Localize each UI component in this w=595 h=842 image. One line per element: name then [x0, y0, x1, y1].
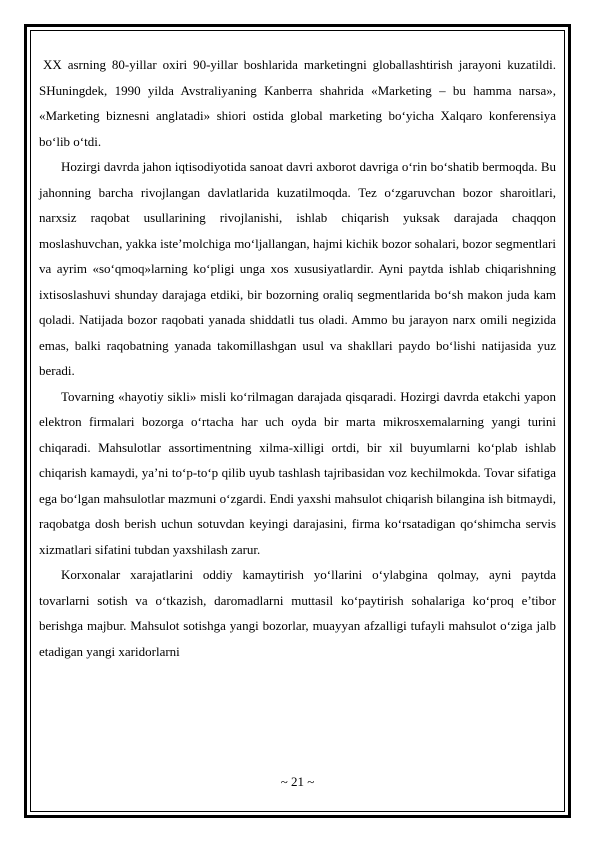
paragraph-product-life-cycle: Tovarning «hayotiy sikli» misli ko‘rilmagan darajada qisqaradi. Hozirgi davrda etakchi yapon elektron firmalari bozorga o‘rtacha har uch oyda bir marta mikrosxemalarning yangi turini chiqaradi. Mahsulotlar assortimentning xilma-xilligi ortdi, bir xil buyumlarni ko‘plab ishlab chiqarish kamaydi, ya’ni to‘p-to‘p qilib uyub tashlash tajribasidan voz kechilmokda. Tovar sifatiga ega bo‘lgan mahsulotlar mazmuni o‘zgardi. Endi yaxshi mahsulot chiqarish bilangina ish bitmaydi, raqobatga dosh berish uchun sotuvdan keyingi darajasini, firma ko‘rsatadigan qo‘shimcha servis xizmatlari sifatini tubdan yaxshilash zarur.: [39, 388, 556, 557]
paragraph-information-era: Hozirgi davrda jahon iqtisodiyotida sanoat davri axborot davriga o‘rin bo‘shatib bermoqda. Bu jahonning barcha rivojlangan davlatlarida kuzatilmoqda. Tez o‘zgaruvchan bozor sharoitlari, narxsiz raqobat usullarining rivojlanishi, ishlab chiqarish yuksak darajada chaqqon moslashuvchan, yakka iste’molchiga mo‘ljallangan, hajmi kichik bozor sohalari, bozor segmentlari va ayrim «so‘qmoq»larning ko‘pligi unga xos xususiyatlardir. Ayni paytda ishlab chiqarishning ixtisoslashuvi shunday darajaga etdiki, bir bozorning oraliq segmentlarida bo‘sh makon juda kam qoladi. Natijada bozor raqobati yanada shiddatli tus oladi. Ammo bu jarayon narx omili negizida emas, balki raqobatning yanada takomillashgan usul va shakllari paydo bo‘lishi natijasida yuz beradi.: [39, 159, 556, 378]
page-body: [39, 52, 556, 664]
paragraph-cost-reduction: Korxonalar xarajatlarini oddiy kamaytirish yo‘llarini o‘ylabgina qolmay, ayni paytda tovarlarni sotish va o‘tkazish, daromadlarni muttasil ko‘paytirish sohalariga ko‘proq e’tibor berishga majbur. Mahsulot sotishga yangi bozorlar, muayyan afzalligi tufayli mahsulot o‘ziga jalb etadigan yangi xaridorlarni: [39, 567, 556, 659]
paragraph-globalization: XX asrning 80-yillar oxiri 90-yillar boshlarida marketingni globallashtirish jarayoni kuzatildi. SHuningdek, 1990 yilda Avstraliyaning Kanberra shahrida «Marketing – bu hamma narsa», «Marketing biznesni anglatadi» shiori ostida global marketing bo‘yicha Xalqaro konferensiya bo‘lib o‘tdi.: [39, 57, 556, 149]
page-number: ~ 21 ~: [280, 774, 315, 789]
